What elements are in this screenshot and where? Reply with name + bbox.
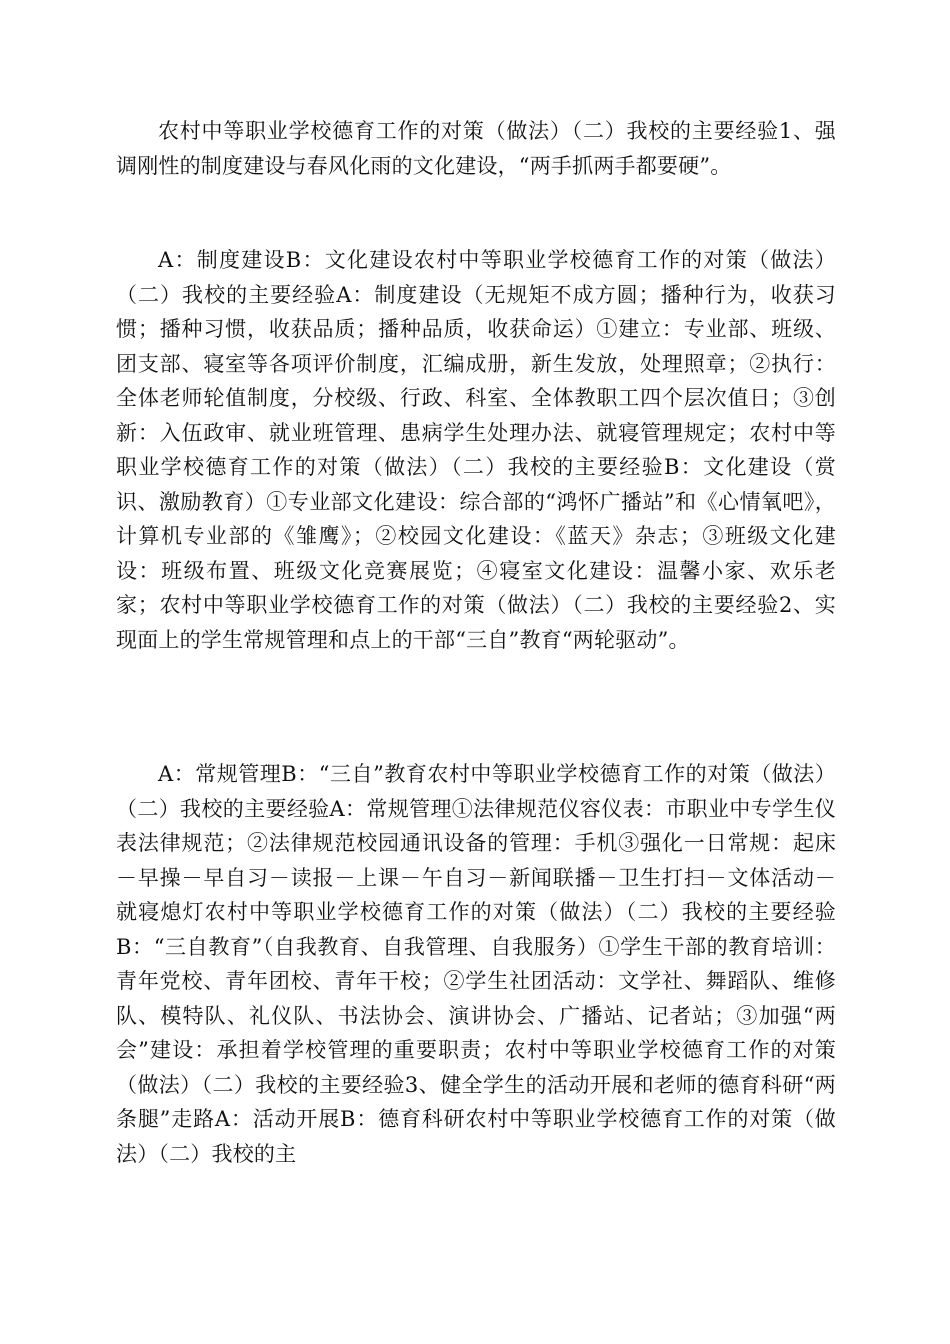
paragraph-3: A：常规管理B：“三自”教育农村中等职业学校德育工作的对策（做法）（二）我校的主要经验A：常规管理①法律规范仪容仪表：市职业中专学生仪表法律规范；②法律规范校园通讯设备的管理：手机③强化一日常规：起床－早操－早自习－读报－上课－午自习－新闻联播－卫生打扫－文体活动－就寝熄灯农村中等职业学校德育工作的对策（做法）（二）我校的主要经验B：“三自教育”（自我教育、自我管理、自我服务）①学生干部的教育培训：青年党校、青年团校、青年干校；②学生社团活动：文学社、舞蹈队、维修队、模特队、礼仪队、书法协会、演讲协会、广播站、记者站；③加强“两会”建设：承担着学校管理的重要职责；农村中等职业学校德育工作的对策（做法）（二）我校的主要经验3、健全学生的活动开展和老师的德育科研“两条腿”走路A：活动开展B：德育科研农村中等职业学校德育工作的对策（做法）（二）我校的主 <box>116 762 836 1166</box>
paragraph-2: A：制度建设B：文化建设农村中等职业学校德育工作的对策（做法）（二）我校的主要经验A：制度建设（无规矩不成方圆；播种行为，收获习惯；播种习惯，收获品质；播种品质，收获命运）①建立：专业部、班级、团支部、寝室等各项评价制度，汇编成册，新生发放，处理照章；②执行：全体老师轮值制度，分校级、行政、科室、全体教职工四个层次值日；③创新：入伍政审、就业班管理、患病学生处理办法、就寝管理规定；农村中等职业学校德育工作的对策（做法）（二）我校的主要经验B：文化建设（赏识、激励教育）①专业部文化建设：综合部的“鸿怀广播站”和《心情氧吧》，计算机专业部的《雏鹰》；②校园文化建设：《蓝天》杂志；③班级文化建设：班级布置、班级文化竞赛展览；④寝室文化建设：温馨小家、欢乐老家；农村中等职业学校德育工作的对策（做法）（二）我校的主要经验2、实现面上的学生常规管理和点上的干部“三自”教育“两轮驱动”。 <box>116 248 836 652</box>
paragraph-1: 农村中等职业学校德育工作的对策（做法）（二）我校的主要经验1、强调刚性的制度建设与春风化雨的文化建设，“两手抓两手都要硬”。 <box>116 119 836 178</box>
